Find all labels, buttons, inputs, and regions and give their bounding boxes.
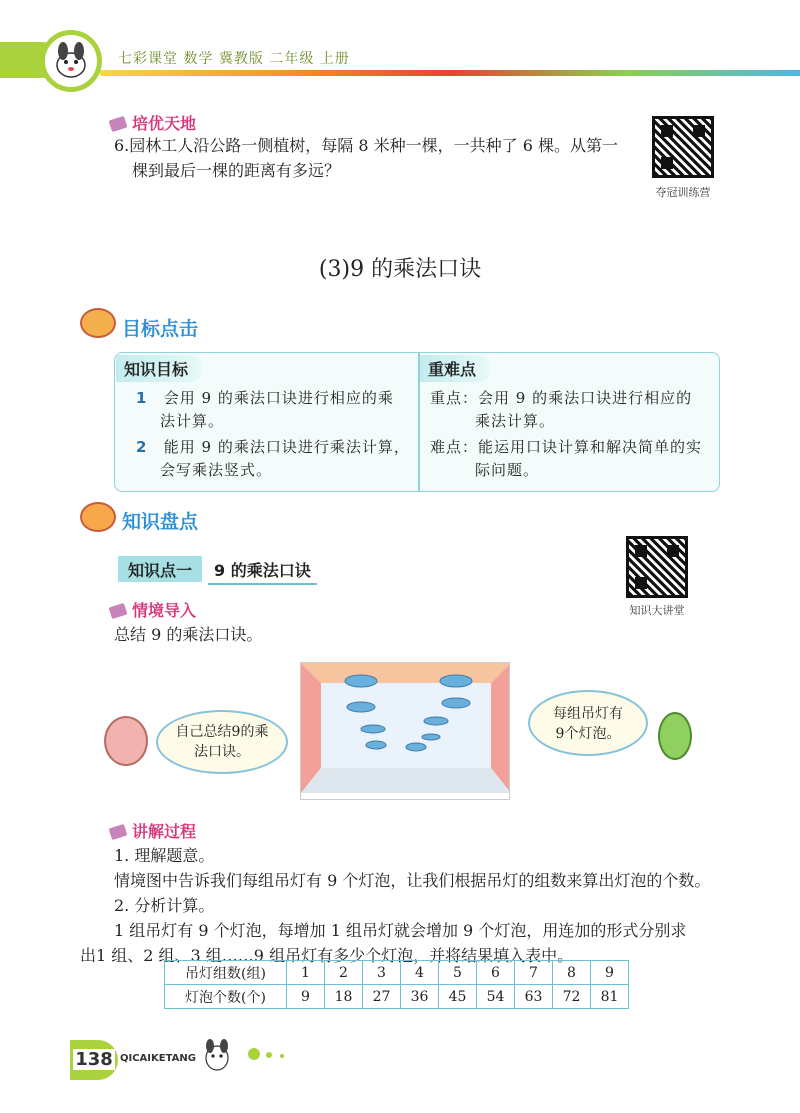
goals-heading: 目标点击 xyxy=(122,318,199,340)
knowledge-point-label: 知识点一 xyxy=(118,556,202,582)
header-title: 七彩课堂 数学 冀教版 二年级 上册 xyxy=(118,51,350,67)
advanced-tag: 培优天地 xyxy=(110,111,196,134)
frog-character xyxy=(658,712,692,760)
table-cell: 1 xyxy=(287,961,325,985)
qr-caption: 知识大讲堂 xyxy=(629,604,685,617)
table-row xyxy=(165,961,629,985)
table-cell: 18 xyxy=(325,985,363,1009)
qr-code-icon[interactable] xyxy=(626,536,688,598)
scene-text: 总结 9 的乘法口诀。 xyxy=(114,625,263,644)
right-speech-bubble: 每组吊灯有9个灯泡。 xyxy=(528,690,648,756)
goal-item-1: 1 会用 9 的乘法口诀进行相应的乘 xyxy=(136,389,394,407)
key-point-2-cont: 际问题。 xyxy=(475,461,540,479)
goal-item-2: 2 能用 9 的乘法口诀进行乘法计算， xyxy=(136,438,410,456)
step1-text: 情境图中告诉我们每组吊灯有 9 个灯泡，让我们根据吊灯的组数来算出灯泡的个数。 xyxy=(114,871,711,890)
scene-tag: 情境导入 xyxy=(110,598,196,621)
pencil-tag-icon xyxy=(109,116,128,132)
key-point-2: 难点：能运用口诀计算和解决简单的实 xyxy=(430,438,703,456)
knowledge-heading: 知识盘点 xyxy=(122,511,199,533)
table-cell: 5 xyxy=(439,961,477,985)
ceiling-lamps-illustration xyxy=(300,662,510,800)
table-cell: 2 xyxy=(325,961,363,985)
table-cell: 27 xyxy=(363,985,401,1009)
goals-mascot-icon xyxy=(80,308,116,338)
table-cell: 45 xyxy=(439,985,477,1009)
lamp-bulb-table xyxy=(164,960,629,1009)
table-row xyxy=(165,985,629,1009)
knowledge-point-title: 9 的乘法口诀 xyxy=(208,556,317,585)
key-points-label: 重难点 xyxy=(420,355,490,382)
table-cell: 8 xyxy=(553,961,591,985)
table-cell: 54 xyxy=(477,985,515,1009)
row-header-groups: 吊灯组数(组) xyxy=(165,961,287,985)
goal-item-2-cont: 会写乘法竖式。 xyxy=(160,461,273,479)
bear-character xyxy=(104,716,148,766)
table-cell: 81 xyxy=(591,985,629,1009)
table-cell: 36 xyxy=(401,985,439,1009)
step2-heading: 2. 分析计算。 xyxy=(114,896,215,915)
pencil-tag-icon xyxy=(109,603,128,619)
knowledge-mascot-icon xyxy=(80,502,116,532)
table-cell: 4 xyxy=(401,961,439,985)
lesson-title: (3)9 的乘法口诀 xyxy=(318,257,482,282)
advanced-question: 6.园林工人沿公路一侧植树，每隔 8 米种一棵，一共种了 6 棵。从第一 xyxy=(114,136,618,155)
knowledge-goal-label: 知识目标 xyxy=(116,355,202,382)
qr-code-icon[interactable] xyxy=(652,116,714,178)
step1-heading: 1. 理解题意。 xyxy=(114,846,215,865)
table-cell: 9 xyxy=(287,985,325,1009)
key-point-1-cont: 乘法计算。 xyxy=(475,412,556,430)
row-header-bulbs: 灯泡个数(个) xyxy=(165,985,287,1009)
left-speech-bubble: 自己总结9的乘法口诀。 xyxy=(156,710,288,774)
table-cell: 63 xyxy=(515,985,553,1009)
footer-brand: QICAIKETANG xyxy=(120,1053,196,1064)
mascot-logo xyxy=(40,30,102,92)
dog-mascot-icon xyxy=(200,1036,234,1074)
decor-dot xyxy=(266,1052,272,1058)
step2-text-2: 出1 组、2 组、3 组……9 组吊灯有多少个灯泡，并将结果填入表中。 xyxy=(80,946,574,965)
table-cell: 3 xyxy=(363,961,401,985)
key-point-1: 重点：会用 9 的乘法口诀进行相应的 xyxy=(430,389,693,407)
goal-item-1-cont: 法计算。 xyxy=(160,412,225,430)
explain-tag: 讲解过程 xyxy=(110,819,196,842)
pencil-tag-icon xyxy=(109,824,128,840)
decor-dot xyxy=(248,1048,260,1060)
qr-caption: 夺冠训练营 xyxy=(655,186,711,199)
advanced-question-cont: 棵到最后一棵的距离有多远？ xyxy=(132,161,341,180)
table-cell: 72 xyxy=(553,985,591,1009)
table-cell: 6 xyxy=(477,961,515,985)
table-cell: 9 xyxy=(591,961,629,985)
decor-dot xyxy=(280,1054,284,1058)
header-rainbow-line xyxy=(100,70,800,76)
step2-text-1: 1 组吊灯有 9 个灯泡，每增加 1 组吊灯就会增加 9 个灯泡，用连加的形式分别求 xyxy=(114,921,687,940)
table-cell: 7 xyxy=(515,961,553,985)
page-number: 138 xyxy=(70,1040,118,1080)
